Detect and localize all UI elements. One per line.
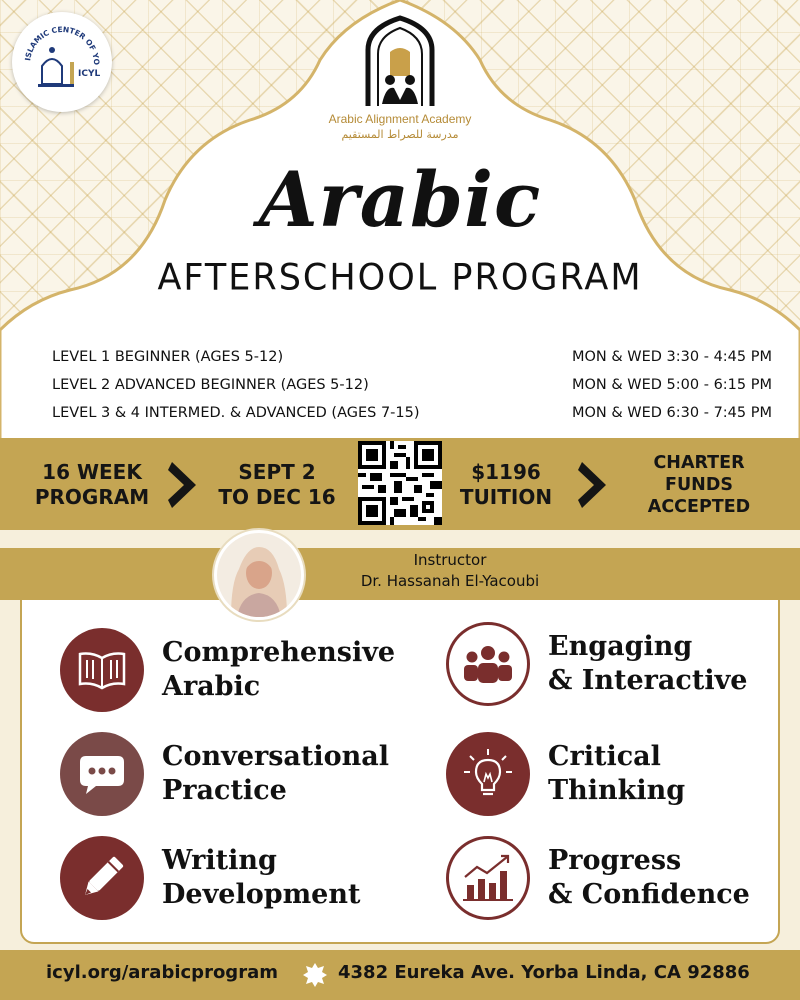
- feature-line: Conversational: [162, 741, 390, 772]
- feature-line: Arabic: [162, 671, 261, 702]
- lightbulb-icon: [446, 732, 530, 816]
- charter-line: FUNDS: [665, 475, 733, 495]
- tuition-info: [452, 460, 560, 510]
- feature-line: Writing: [162, 845, 277, 876]
- tuition-line: TUITION: [459, 485, 553, 509]
- feature-line: Development: [162, 879, 361, 910]
- instructor-photo: [214, 530, 304, 620]
- qr-code[interactable]: [358, 441, 442, 525]
- level-row: [52, 371, 772, 399]
- address-text: 4382 Eureka Ave. Yorba Linda, CA 92886: [338, 962, 750, 983]
- seal-abbr: ICYL: [78, 69, 101, 79]
- feature-line: Progress: [548, 845, 682, 876]
- duration-line: PROGRAM: [34, 485, 150, 509]
- feature-writing-development: [60, 836, 360, 920]
- charter-info: [626, 452, 772, 518]
- level-schedule: [52, 343, 772, 427]
- tuition-line: $1196: [471, 460, 541, 484]
- level-name: LEVEL 1 BEGINNER (AGES 5-12): [52, 349, 284, 365]
- feature-progress-confidence: [446, 836, 750, 920]
- pencil-icon: [60, 836, 144, 920]
- feature-line: & Interactive: [548, 665, 748, 696]
- duration-line: 16 WEEK: [42, 460, 142, 484]
- level-time: MON & WED 5:00 - 6:15 PM: [571, 377, 772, 393]
- charter-line: ACCEPTED: [647, 497, 751, 517]
- academy-logo-icon: [364, 14, 436, 110]
- level-name: LEVEL 3 & 4 INTERMED. & ADVANCED (AGES 7-15): [52, 405, 420, 421]
- svg-text:ISLAMIC CENTER OF YORBA LINDA: [12, 12, 101, 65]
- feature-line: Engaging: [548, 631, 693, 662]
- feature-line: Comprehensive: [162, 637, 396, 668]
- academy-arabic-name: مدرسة للصراط المستقيم: [341, 128, 459, 141]
- feature-comprehensive-arabic: [60, 628, 395, 712]
- website-link[interactable]: icyl.org/arabicprogram: [46, 962, 278, 983]
- level-row: [52, 399, 772, 427]
- chat-icon: [60, 732, 144, 816]
- charter-line: CHARTER: [653, 453, 745, 473]
- feature-engaging-interactive: [446, 622, 747, 706]
- book-icon: [60, 628, 144, 712]
- duration-info: [22, 460, 162, 510]
- feature-critical-thinking: [446, 732, 685, 816]
- academy-name: Arabic Alignment Academy: [328, 112, 472, 126]
- seal-ring-text: ISLAMIC CENTER OF YO: [23, 24, 102, 66]
- chevron-right-icon: [168, 460, 198, 510]
- feature-line: Practice: [162, 775, 287, 806]
- page-subtitle: AFTERSCHOOL PROGRAM: [157, 257, 643, 299]
- page-title: Arabic: [258, 155, 542, 244]
- icyl-seal-logo: [12, 12, 112, 112]
- feature-line: Thinking: [548, 775, 686, 806]
- level-row: [52, 343, 772, 371]
- feature-conversational-practice: [60, 732, 389, 816]
- level-time: MON & WED 3:30 - 4:45 PM: [571, 349, 772, 365]
- level-name: LEVEL 2 ADVANCED BEGINNER (AGES 5-12): [52, 377, 369, 393]
- dates-line: SEPT 2: [238, 460, 316, 484]
- level-time: MON & WED 6:30 - 7:45 PM: [571, 405, 772, 421]
- instructor-label: Instructor: [413, 551, 487, 569]
- dates-line: TO DEC 16: [218, 485, 336, 509]
- instructor-name: Dr. Hassanah El-Yacoubi: [360, 572, 540, 590]
- growth-chart-icon: [446, 836, 530, 920]
- chevron-right-icon: [578, 460, 608, 510]
- star-divider-icon: [302, 962, 328, 988]
- feature-line: Critical: [548, 741, 661, 772]
- group-icon: [446, 622, 530, 706]
- dates-info: [206, 460, 348, 510]
- feature-line: & Confidence: [548, 879, 750, 910]
